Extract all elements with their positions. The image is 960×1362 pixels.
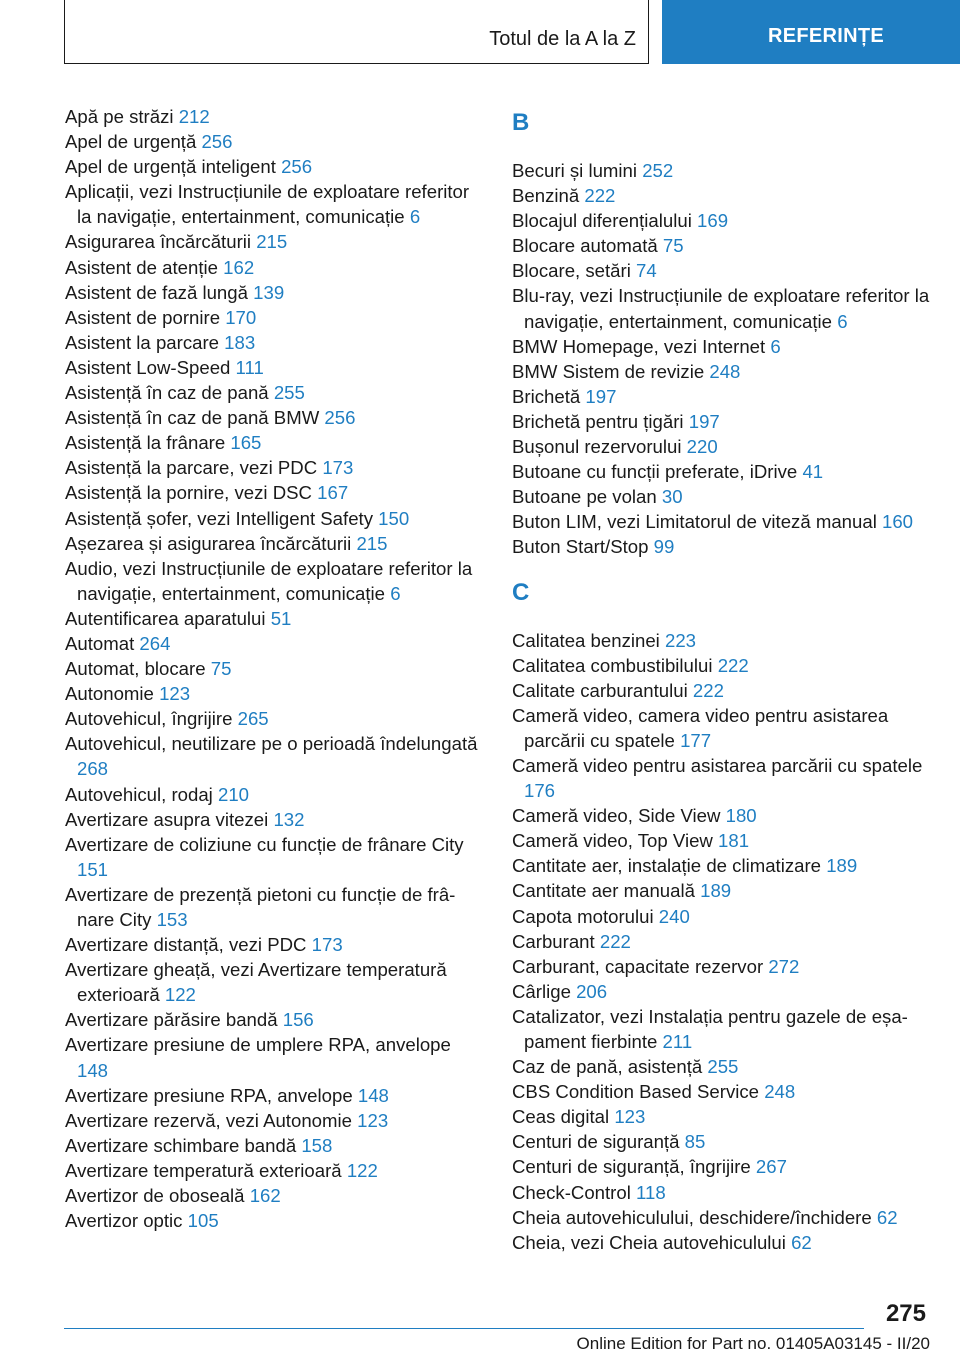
index-entry-page-link[interactable]: 255	[273, 382, 305, 404]
index-entry	[65, 1208, 485, 1233]
index-entry-term: Avertizare gheață, vezi Avertizare temperatură exterioară	[65, 959, 447, 1006]
header-bottom-rule	[64, 63, 649, 64]
index-entry	[65, 1007, 485, 1032]
index-entry-page-link[interactable]: 75	[662, 235, 684, 257]
index-entry	[512, 979, 932, 1004]
index-entry	[65, 681, 485, 706]
index-entry	[512, 1129, 932, 1154]
index-entry-page-link[interactable]: 222	[584, 185, 616, 207]
index-entry-page-link[interactable]: 252	[642, 160, 674, 181]
index-entry	[65, 305, 485, 330]
index-entry-page-link[interactable]: 123	[357, 1109, 389, 1131]
index-entry-term: Bușonul rezervorului	[512, 436, 682, 458]
index-entry-term: Asistent la parcare	[65, 331, 219, 353]
section-title: Totul de la A la Z	[489, 28, 636, 50]
index-entry	[65, 807, 485, 832]
index-entry-term: Calitatea benzinei	[512, 629, 660, 651]
index-entry-term: Cantitate aer, instalație de climatizare	[512, 855, 822, 877]
index-entry-page-link[interactable]: 176	[524, 780, 556, 802]
index-entry-term: Buton Start/Stop	[512, 536, 649, 558]
index-entry-page-link[interactable]: 41	[802, 461, 824, 483]
index-entry-term: Asistent de pornire	[65, 306, 221, 328]
index-entry-term: Asistent de atenție	[65, 256, 218, 278]
index-entry	[512, 258, 932, 283]
index-entry	[512, 878, 932, 903]
index-entry-page-link[interactable]: 255	[707, 1056, 739, 1078]
index-entry-term: Apel de urgență inteligent	[65, 156, 276, 178]
index-entry	[65, 832, 485, 882]
index-entry-term: Autonomie	[65, 683, 154, 705]
index-entry-page-link[interactable]: 105	[187, 1210, 219, 1232]
index-entry	[512, 534, 932, 559]
index-entry-page-link[interactable]: 267	[755, 1156, 787, 1178]
index-entry-page-link[interactable]: 150	[378, 507, 410, 529]
index-entry	[512, 509, 932, 534]
index-entry-term: Ceas digital	[512, 1106, 610, 1128]
index-entry	[512, 1004, 932, 1054]
index-entry-term: Autovehicul, îngrijire	[65, 708, 233, 730]
index-entry	[65, 932, 485, 957]
index-entry-term: Catalizator, vezi Instalația pentru gazele de eșapament fierbinte	[512, 1005, 908, 1052]
index-entry-page-link[interactable]: 206	[576, 980, 608, 1002]
index-entry-page-link[interactable]: 139	[253, 281, 285, 303]
index-entry	[65, 506, 485, 531]
index-letter-heading: C	[512, 578, 530, 606]
index-entry-term: Asistență la frânare	[65, 432, 226, 454]
index-entry-page-link[interactable]: 240	[658, 905, 690, 927]
index-entry	[512, 703, 932, 753]
index-entry-term: Butoane pe volan	[512, 486, 657, 508]
index-entry-term: Audio, vezi Instrucțiunile de exploatare referitor la navigație, entertainment, comunicație	[65, 557, 473, 604]
index-entry	[512, 459, 932, 484]
index-entry-page-link[interactable]: 167	[317, 482, 349, 504]
index-entry-page-link[interactable]: 173	[311, 934, 343, 956]
index-entry-page-link[interactable]: 211	[662, 1031, 693, 1052]
index-entry-page-link[interactable]: 197	[688, 410, 720, 432]
index-entry-page-link[interactable]: 158	[301, 1134, 333, 1156]
index-entry-page-link[interactable]: 99	[653, 536, 675, 558]
footer-edition-text: Online Edition for Part no. 01405A03145 - II/20	[576, 1334, 930, 1353]
index-entry	[65, 129, 485, 154]
index-column-right	[512, 104, 932, 1255]
index-entry-term: Carburant, capacitate rezervor	[512, 955, 764, 977]
index-entry	[512, 628, 932, 653]
index-entry	[65, 229, 485, 254]
index-entry-term: Check-Control	[512, 1181, 631, 1203]
index-entry-term: Caz de pană, asistență	[512, 1056, 703, 1078]
index-entry-term: Avertizare distanță, vezi PDC	[65, 934, 307, 956]
index-entry-term: Avertizare părăsire bandă	[65, 1009, 278, 1031]
index-entry	[65, 1108, 485, 1133]
index-entry-page-link[interactable]: 74	[636, 260, 657, 282]
index-entry	[65, 380, 485, 405]
index-entry	[512, 183, 932, 208]
index-entry-page-link[interactable]: 169	[697, 210, 729, 232]
index-entry	[512, 208, 932, 233]
index-entry	[65, 1032, 485, 1082]
index-entry-page-link[interactable]: 170	[225, 306, 257, 328]
index-entry	[512, 484, 932, 509]
index-entry	[65, 255, 485, 280]
index-entry-page-link[interactable]: 264	[139, 632, 171, 654]
index-entry-page-link[interactable]: 212	[178, 106, 210, 127]
index-entry-page-link[interactable]: 75	[210, 658, 232, 680]
index-entry	[65, 782, 485, 807]
index-entry	[512, 233, 932, 258]
index-entry-page-link[interactable]: 162	[223, 256, 255, 278]
index-entry-page-link[interactable]: 6	[837, 310, 848, 332]
index-entry	[65, 355, 485, 380]
index-entry-term: Autovehicul, rodaj	[65, 783, 213, 805]
index-entry-page-link[interactable]: 222	[599, 930, 631, 952]
index-entry-term: Avertizare schimbare bandă	[65, 1134, 297, 1156]
index-entry-page-link[interactable]: 210	[217, 783, 250, 805]
index-entry-term: Blocare, setări	[512, 260, 631, 282]
index-entry	[512, 283, 932, 333]
index-entry-page-link[interactable]: 256	[281, 156, 313, 178]
index-entry	[65, 330, 485, 355]
index-entry	[512, 828, 932, 853]
index-entry-term: Cameră video pentru asistarea parcării cu spatele	[512, 754, 923, 776]
index-entry	[512, 359, 932, 384]
index-entry-term: BMW Sistem de revizie	[512, 360, 705, 382]
index-column-left	[65, 104, 485, 1233]
index-entry	[65, 606, 485, 631]
index-entry-page-link[interactable]: 256	[324, 407, 356, 429]
index-entry-page-link[interactable]: 248	[764, 1081, 796, 1103]
index-entry-term: Avertizare temperatură exterioară	[65, 1159, 342, 1181]
index-entry	[65, 154, 485, 179]
index-entry	[512, 409, 932, 434]
index-entry-page-link[interactable]: 223	[665, 629, 697, 651]
index-entry-term: Asistență la parcare, vezi PDC	[65, 457, 318, 479]
index-entry-term: Asistență la pornire, vezi DSC	[65, 482, 312, 504]
index-entry-page-link[interactable]: 122	[346, 1159, 378, 1181]
index-entry-term: Apel de urgență	[65, 131, 197, 153]
index-entry-term: Becuri și lumini	[512, 160, 638, 181]
index-entry	[512, 653, 932, 678]
index-entry-term: Calitatea combustibilului	[512, 654, 713, 676]
index-entry-page-link[interactable]: 122	[164, 984, 196, 1006]
index-entry-page-link[interactable]: 165	[230, 432, 262, 454]
index-entry	[512, 158, 932, 183]
index-entry	[512, 384, 932, 409]
index-entry-page-link[interactable]: 177	[680, 729, 712, 751]
index-entry-term: Capota motorului	[512, 905, 654, 927]
index-entry-term: Asistent Low-Speed	[65, 356, 231, 378]
index-entry-term: Asistență în caz de pană	[65, 382, 269, 404]
index-entry-page-link[interactable]: 268	[77, 758, 109, 780]
index-entry-page-link[interactable]: 51	[270, 607, 292, 629]
index-entry	[512, 334, 932, 359]
index-entry-term: Asistent de fază lungă	[65, 281, 248, 303]
index-entry-term: Apă pe străzi	[65, 106, 174, 127]
index-entry-term: CBS Condition Based Service	[512, 1081, 760, 1103]
index-entry	[512, 753, 932, 803]
index-entry	[65, 706, 485, 731]
index-entry-term: Calitate carburantului	[512, 679, 688, 701]
index-entry	[65, 1083, 485, 1108]
index-letter-heading: B	[512, 109, 530, 136]
index-entry	[65, 731, 485, 781]
index-entry-term: Avertizare presiune de umplere RPA, anvelope	[65, 1034, 451, 1056]
index-entry-term: Brichetă pentru țigări	[512, 410, 684, 432]
index-entry-page-link[interactable]: 85	[684, 1131, 706, 1153]
index-entry-term: Avertizare asupra vitezei	[65, 808, 269, 830]
index-entry	[65, 531, 485, 556]
index-entry-page-link[interactable]: 30	[661, 486, 683, 508]
index-entry	[65, 1183, 485, 1208]
index-entry-term: Centuri de siguranță, îngrijire	[512, 1156, 751, 1178]
index-entry-page-link[interactable]: 173	[322, 457, 354, 479]
index-entry-term: Benzină	[512, 185, 580, 207]
index-entry	[512, 929, 932, 954]
index-entry	[512, 1230, 932, 1255]
index-entry-page-link[interactable]: 160	[882, 511, 914, 533]
index-entry-page-link[interactable]: 6	[409, 206, 421, 228]
index-entry	[65, 455, 485, 480]
index-entry-term: Cheia, vezi Cheia autovehiculului	[512, 1231, 786, 1253]
index-entry-term: Automat, blocare	[65, 658, 206, 680]
footer-rule	[64, 1328, 864, 1329]
index-entry-page-link[interactable]: 183	[224, 331, 256, 353]
index-entry-term: Cantitate aer manuală	[512, 880, 695, 902]
index-entry-page-link[interactable]: 181	[718, 830, 750, 852]
header-left-rule	[64, 0, 65, 64]
index-entry	[512, 1180, 932, 1205]
index-entry-term: Așezarea și asigurarea încărcăturii	[65, 532, 352, 554]
index-entry-term: Cameră video, Side View	[512, 805, 721, 827]
index-entry-term: Centuri de siguranță	[512, 1131, 680, 1153]
index-entry	[512, 803, 932, 828]
index-entry-page-link[interactable]: 6	[390, 582, 401, 604]
index-entry-term: Carburant	[512, 930, 595, 952]
index-entry	[512, 904, 932, 929]
index-entry-page-link[interactable]: 215	[256, 231, 288, 253]
index-entry	[512, 954, 932, 979]
index-entry-term: Avertizor optic	[65, 1210, 183, 1232]
index-entry-page-link[interactable]: 6	[770, 335, 781, 357]
index-entry-term: Avertizare de coliziune cu funcție de frânare City	[65, 833, 464, 855]
index-entry-page-link[interactable]: 123	[159, 683, 191, 705]
index-entry-page-link[interactable]: 62	[791, 1231, 812, 1253]
index-entry-page-link[interactable]: 156	[282, 1009, 314, 1031]
index-entry	[512, 1079, 932, 1104]
index-entry-term: Automat	[65, 632, 135, 654]
index-entry	[65, 1133, 485, 1158]
index-entry-term: Aplicații, vezi Instrucțiunile de exploatare referitor la navigație, entertainment, comunicație	[65, 181, 470, 228]
index-entry-term: Autentificarea aparatului	[65, 607, 266, 629]
index-entry-term: Buton LIM, vezi Limitatorul de viteză manual	[512, 511, 877, 533]
index-entry-page-link[interactable]: 265	[237, 708, 269, 730]
index-entry-page-link[interactable]: 256	[201, 131, 233, 153]
index-entry	[512, 678, 932, 703]
index-entry	[65, 405, 485, 430]
index-entry-term: Blu-ray, vezi Instrucțiunile de exploatare referitor la navigație, entertainment, comunicație	[512, 285, 930, 332]
index-entry-page-link[interactable]: 220	[686, 436, 718, 458]
index-entry-page-link[interactable]: 162	[249, 1185, 281, 1207]
index-entry	[65, 631, 485, 656]
index-entry	[512, 1205, 932, 1230]
index-entry-page-link[interactable]: 222	[692, 679, 724, 701]
index-entry-term: Cameră video, Top View	[512, 830, 713, 852]
index-entry	[512, 1054, 932, 1079]
index-entry-term: Avertizare presiune RPA, anvelope	[65, 1084, 353, 1106]
index-entry-page-link[interactable]: 180	[725, 805, 757, 827]
index-entry-page-link[interactable]: 215	[356, 532, 388, 554]
index-entry-page-link[interactable]: 248	[709, 360, 741, 382]
index-entry-page-link[interactable]: 151	[77, 858, 109, 880]
index-entry-page-link[interactable]: 111	[235, 356, 264, 378]
index-entry	[65, 179, 485, 229]
index-entry	[65, 280, 485, 305]
index-entry	[512, 1104, 932, 1129]
index-entry-page-link[interactable]: 189	[826, 855, 858, 877]
index-entry-page-link[interactable]: 197	[585, 385, 617, 407]
index-entry	[512, 434, 932, 459]
index-entry-term: Cârlige	[512, 980, 571, 1002]
index-entry-page-link[interactable]: 123	[614, 1106, 646, 1128]
index-entry	[512, 853, 932, 878]
index-entry-page-link[interactable]: 222	[717, 654, 749, 676]
index-entry-term: Autovehicul, neutilizare pe o perioadă îndelungată	[65, 733, 478, 755]
index-entry	[65, 430, 485, 455]
index-entry-page-link[interactable]: 62	[876, 1206, 898, 1228]
index-entry-term: Asistență în caz de pană BMW	[65, 407, 320, 429]
index-entry-term: Asigurarea încărcăturii	[65, 231, 252, 253]
index-entry-term: Cameră video, camera video pentru asistarea parcării cu spatele	[512, 704, 889, 751]
index-entry-page-link[interactable]: 153	[156, 909, 188, 930]
index-entry-term: Cheia autovehiculului, deschidere/închidere	[512, 1206, 872, 1228]
index-entry-term: Brichetă	[512, 385, 581, 407]
index-entry-term: Blocajul diferențialului	[512, 210, 692, 232]
index-entry-page-link[interactable]: 189	[700, 880, 732, 902]
index-entry-page-link[interactable]: 148	[77, 1059, 109, 1081]
index-entry	[65, 556, 485, 606]
index-entry-term: Avertizor de oboseală	[65, 1185, 245, 1207]
index-entry	[65, 104, 485, 129]
index-entry-term: Avertizare rezervă, vezi Autonomie	[65, 1109, 352, 1131]
index-entry-term: Asistență șofer, vezi Intelligent Safety	[65, 507, 373, 529]
index-entry	[65, 480, 485, 505]
index-entry-term: Avertizare de prezență pietoni cu funcție de frânare City	[65, 883, 456, 930]
index-entry-page-link[interactable]: 272	[768, 955, 800, 977]
index-entry	[512, 1154, 932, 1179]
chapter-tab[interactable]: REFERINȚE	[662, 0, 960, 64]
index-entry	[65, 957, 485, 1007]
index-entry-page-link[interactable]: 148	[357, 1084, 389, 1106]
index-entry-page-link[interactable]: 118	[636, 1181, 666, 1203]
index-entry-term: Butoane cu funcții preferate, iDrive	[512, 461, 798, 483]
index-entry-term: BMW Homepage, vezi Internet	[512, 335, 766, 357]
page-number: 275	[885, 1300, 926, 1327]
index-entry	[65, 882, 485, 932]
index-entry	[65, 656, 485, 681]
index-entry-term: Blocare automată	[512, 235, 658, 257]
index-entry	[65, 1158, 485, 1183]
header-divider	[648, 0, 649, 64]
index-entry-page-link[interactable]: 132	[273, 808, 305, 830]
